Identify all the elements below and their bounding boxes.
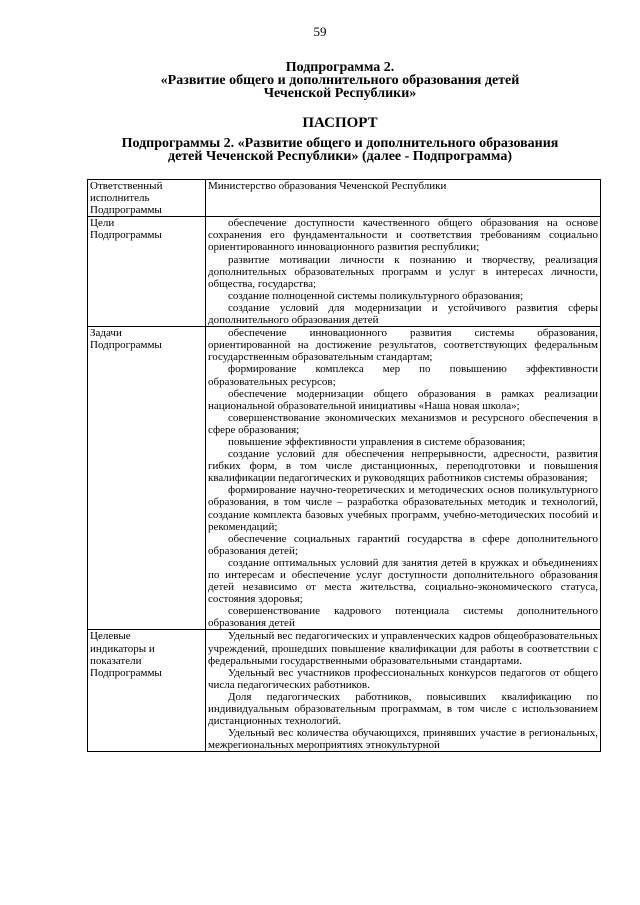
content-paragraph: обеспечение доступности качественного общего образования на основе сохранения его фундаментальности и соответствия требованиям социально ориентированного инновационного развития республики; [208,217,598,254]
label-line: Подпрограммы [90,666,162,679]
row-content [206,180,601,217]
content-paragraph: создание оптимальных условий для занятия детей в кружках и объединениях по интересам и обеспечение услуг доступности дополнительного образования детей независимо от места жительства, социально-экономического статуса, состояния здоровья; [208,556,598,606]
row-label [88,180,206,217]
content-paragraph: создание полноценной системы поликультурного образования; [228,289,524,302]
row-content [206,327,601,630]
subprogram-title-line: Подпрограмма 2. [285,60,395,75]
content-paragraph: создание условий для обеспечения непрерывности, адресности, развития гибких форм, в том числе дистанционных, переподготовки и повышения квалификации педагогических и руководящих работников системы образования; [208,448,598,485]
content-paragraph: повышение эффективности управления в системе образования; [228,435,526,448]
label-line: индикаторы и [90,642,155,655]
content-paragraph: обеспечение модернизации общего образования в рамках реализации национальной образовательной инициативы «Наша новая школа»; [208,387,598,412]
table-row [88,217,601,327]
row-label [88,630,206,752]
content-paragraph: Доля педагогических работников, повысивших квалификацию по индивидуальным образовательным программам, в том числе с использованием дистанционных технологий. [208,690,598,728]
subprogram-title-line: «Развитие общего и дополнительного образования детей [160,73,520,88]
content-paragraph: развитие мотивации личности к познанию и творчеству, реализация дополнительных образовательных программ и услуг в интересах личности, общества, государства; [208,253,598,290]
label-line: Ответственный [90,180,163,192]
label-line: Подпрограммы [90,339,162,352]
content-paragraph: обеспечение социальных гарантий государства в сфере дополнительного образования детей; [208,532,598,557]
content-paragraph: совершенствование кадрового потенциала системы дополнительного образования детей [208,605,598,630]
passport-subtitle-line: детей Чеченской Республики» (далее - Подпрограмма) [168,149,512,164]
content-paragraph: Министерство образования Чеченской Республики [208,180,447,192]
row-label [88,217,206,327]
content-paragraph: обеспечение инновационного развития системы образования, ориентированной на достижение результатов, соответствующих федеральным государственным образовательным стандартам; [208,327,598,364]
row-content [206,217,601,327]
table-row [88,630,601,752]
passport-heading: ПАСПОРТ [302,115,378,131]
table-row [88,180,601,217]
label-line: исполнитель [90,192,150,205]
content-paragraph: формирование комплекса мер по повышению эффективности образовательных ресурсов; [208,363,598,388]
passport-subtitle-line: Подпрограммы 2. «Развитие общего и дополнительного образования [121,136,559,151]
row-label [88,327,206,630]
label-line: Подпрограммы [90,229,162,242]
content-paragraph: создание условий для модернизации и устойчивого развития сферы дополнительного образования детей [208,301,598,327]
passport-table [87,179,601,752]
label-line: Задачи [90,327,122,340]
subprogram-title-line: Чеченской Республики» [263,86,417,101]
table-row [88,327,601,630]
label-line: показатели [90,654,142,667]
page-number: 59 [313,24,327,39]
content-paragraph: Удельный вес количества обучающихся, принявших участие в региональных, межрегиональных мероприятиях этнокультурной [208,727,598,752]
content-paragraph: Удельный вес педагогических и управленческих кадров общеобразовательных учреждений, прошедших повышение квалификации для работы в соответствии с федеральными государственными образовательными стандартами. [208,630,598,667]
content-paragraph: формирование научно-теоретических и методических основ поликультурного образования, в том числе – разработка образовательных методик и технологий, создание комплекта базовых учебных программ, учебно-методических пособий и рекомендаций; [208,484,598,533]
label-line: Цели [90,217,115,230]
label-line: Подпрограммы [90,204,162,217]
label-line: Целевые [90,630,131,643]
row-content [206,630,601,752]
content-paragraph: Удельный вес участников профессиональных конкурсов педагогов от общего числа педагогических работников. [208,666,598,691]
content-paragraph: совершенствование экономических механизмов и ресурсного обеспечения в сфере образования; [208,411,598,436]
